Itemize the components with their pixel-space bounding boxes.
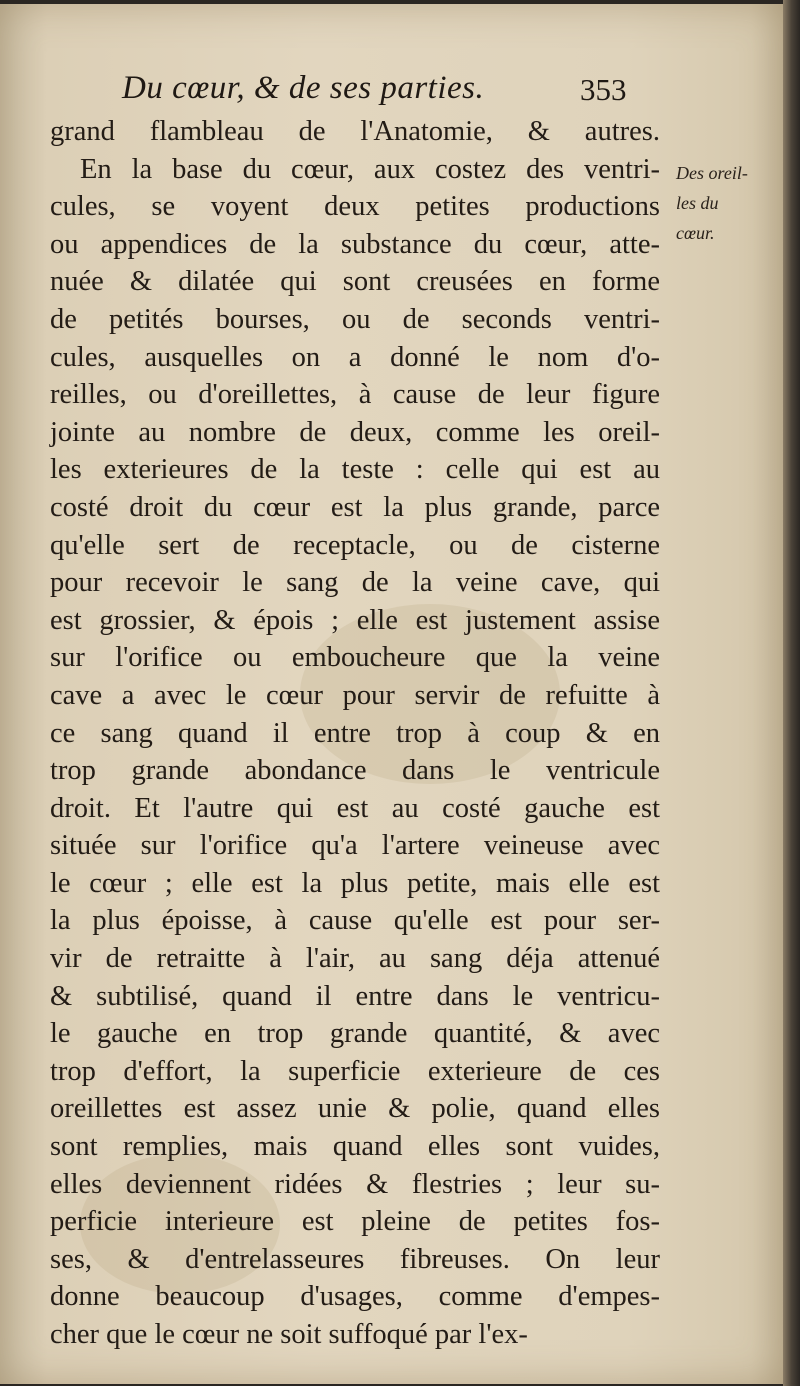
text-line: cules, ausquelles on a donné le nom d'o- xyxy=(50,341,660,373)
text-line: ce sang quand il entre trop à coup & en xyxy=(50,717,660,749)
text-line: de petités bourses, ou de seconds ventri- xyxy=(50,303,660,335)
text-line: le cœur ; elle est la plus petite, mais elle est xyxy=(50,867,660,899)
text-line: ses, & d'entrelasseures fibreuses. On leur xyxy=(50,1243,660,1275)
page-number: 353 xyxy=(580,72,627,107)
text-line: droit. Et l'autre qui est au costé gauche est xyxy=(50,792,660,824)
text-line: ou appendices de la substance du cœur, atte- xyxy=(50,228,660,260)
text-line: nuée & dilatée qui sont creusées en forme xyxy=(50,266,660,298)
text-line: située sur l'orifice qu'a l'artere veineuse avec xyxy=(50,830,660,862)
text-line: cules, se voyent deux petites productions xyxy=(50,191,660,223)
text-line: vir de retraitte à l'air, au sang déja attenué xyxy=(50,943,660,975)
margin-note-line: Des oreil- xyxy=(676,163,748,183)
text-line: cave a avec le cœur pour servir de refuitte à xyxy=(50,679,660,711)
text-line: oreillettes est assez unie & polie, quand elles xyxy=(50,1093,660,1125)
text-line: grand flambleau de l'Anatomie, & autres. xyxy=(50,116,660,147)
running-head: Du cœur, & de ses parties. xyxy=(122,70,485,106)
margin-note-line: cœur. xyxy=(676,223,715,243)
text-line: cher que le cœur ne soit suffoqué par l'ex- xyxy=(50,1319,528,1350)
text-line: elles deviennent ridées & flestries ; leur su- xyxy=(50,1168,660,1200)
text-line: sur l'orifice ou emboucheure que la veine xyxy=(50,642,660,674)
text-line: & subtilisé, quand il entre dans le ventricu- xyxy=(50,980,660,1012)
body-text xyxy=(50,113,660,1354)
text-line: trop grande abondance dans le ventricule xyxy=(50,755,660,787)
text-line: la plus époisse, à cause qu'elle est pour ser- xyxy=(50,905,660,937)
text-line: qu'elle sert de receptacle, ou de cisterne xyxy=(50,529,660,561)
margin-note xyxy=(676,158,781,248)
page-header xyxy=(0,70,783,110)
text-line: les exterieures de la teste : celle qui est au xyxy=(50,454,660,486)
text-line: costé droit du cœur est la plus grande, parce xyxy=(50,491,660,523)
page-edge-shadow xyxy=(783,0,800,1386)
text-line: En la base du cœur, aux costez des ventri- xyxy=(80,153,660,185)
text-line: donne beaucoup d'usages, comme d'empes- xyxy=(50,1281,660,1313)
text-line: le gauche en trop grande quantité, & avec xyxy=(50,1018,660,1050)
text-line: trop d'effort, la superficie exterieure de ces xyxy=(50,1055,660,1087)
book-page xyxy=(0,4,783,1384)
text-line: reilles, ou d'oreillettes, à cause de leur figure xyxy=(50,379,660,411)
text-line: perficie interieure est pleine de petites fos- xyxy=(50,1206,660,1238)
text-line: pour recevoir le sang de la veine cave, qui xyxy=(50,567,660,599)
margin-note-line: les du xyxy=(676,193,719,213)
text-line: sont remplies, mais quand elles sont vuides, xyxy=(50,1131,660,1163)
text-line: jointe au nombre de deux, comme les oreil- xyxy=(50,416,660,448)
text-line: est grossier, & épois ; elle est justement assise xyxy=(50,604,660,636)
